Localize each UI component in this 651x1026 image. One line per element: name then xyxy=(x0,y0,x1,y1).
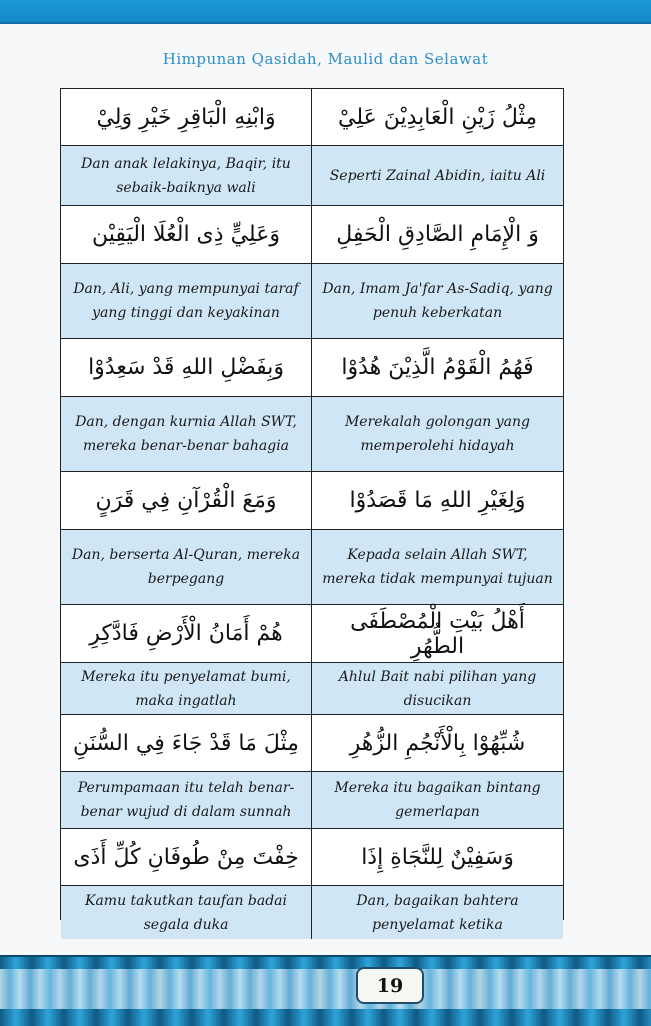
translation-left: Dan, Ali, yang mempunyai taraf yang tinggi dan keyakinan xyxy=(61,264,312,339)
translation-left: Perumpamaan itu telah benar-benar wujud di dalam sunnah xyxy=(61,772,312,829)
arabic-verse-right: مِثْلُ زَيْنِ الْعَابِدِيْنَ عَلِيْ xyxy=(312,89,563,146)
arabic-verse-left: هُمْ أَمَانُ الْأَرْضِ فَادَّكِرِ xyxy=(61,605,312,663)
translation-right: Dan, bagaikan bahtera penyelamat ketika xyxy=(312,886,563,939)
translation-right: Mereka itu bagaikan bintang gemerlapan xyxy=(312,772,563,829)
arabic-verse-right: أَهْلُ بَيْتِ الْمُصْطَفَى الطُّهُرِ xyxy=(312,605,563,663)
translation-right: Seperti Zainal Abidin, iaitu Ali xyxy=(312,146,563,206)
translation-left: Dan anak lelakinya, Baqir, itu sebaik-baiknya wali xyxy=(61,146,312,206)
translation-right: Kepada selain Allah SWT, mereka tidak mempunyai tujuan xyxy=(312,530,563,605)
arabic-verse-right: وَلِغَيْرِ اللهِ مَا قَصَدُوْا xyxy=(312,472,563,530)
verse-table xyxy=(60,88,564,933)
translation-right: Dan, Imam Ja'far As-Sadiq, yang penuh keberkatan xyxy=(312,264,563,339)
arabic-verse-left: مِثْلَ مَا قَدْ جَاءَ فِي السُّنَنِ xyxy=(61,715,312,772)
arabic-verse-right: فَهُمُ الْقَوْمُ الَّذِيْنَ هُدُوْا xyxy=(312,339,563,397)
translation-left: Mereka itu penyelamat bumi, maka ingatlah xyxy=(61,663,312,715)
arabic-verse-left: وَبِفَضْلِ اللهِ قَدْ سَعِدُوْا xyxy=(61,339,312,397)
translation-right: Merekalah golongan yang memperolehi hidayah xyxy=(312,397,563,472)
arabic-verse-left: خِفْتَ مِنْ طُوفَانِ كُلِّ أَذَى xyxy=(61,829,312,886)
translation-left: Kamu takutkan taufan badai segala duka xyxy=(61,886,312,939)
page-header-title: Himpunan Qasidah, Maulid dan Selawat xyxy=(162,50,489,68)
arabic-verse-left: وَابْنِهِ الْبَاقِرِ خَيْرِ وَلِيْ xyxy=(61,89,312,146)
decorative-footer-band xyxy=(0,955,651,1026)
translation-right: Ahlul Bait nabi pilihan yang disucikan xyxy=(312,663,563,715)
top-color-bar xyxy=(0,0,651,24)
page-number: 19 xyxy=(356,967,424,1004)
translation-left: Dan, dengan kurnia Allah SWT, mereka benar-benar bahagia xyxy=(61,397,312,472)
arabic-verse-right: وَسَفِيْنٌ لِلنَّجَاةِ إِذَا xyxy=(312,829,563,886)
arabic-verse-right: وَ الْإِمَامِ الصَّادِقِ الْحَفِلِ xyxy=(312,206,563,264)
footer-ornament-pattern xyxy=(0,969,651,1009)
arabic-verse-left: وَعَلِيٍّ ذِى الْعُلَا الْيَقِيْن xyxy=(61,206,312,264)
translation-left: Dan, berserta Al-Quran, mereka berpegang xyxy=(61,530,312,605)
arabic-verse-right: شُبِّهُوْا بِالْأَنْجُمِ الزُّهُرِ xyxy=(312,715,563,772)
arabic-verse-left: وَمَعَ الْقُرْآنِ فِي قَرَنٍ xyxy=(61,472,312,530)
